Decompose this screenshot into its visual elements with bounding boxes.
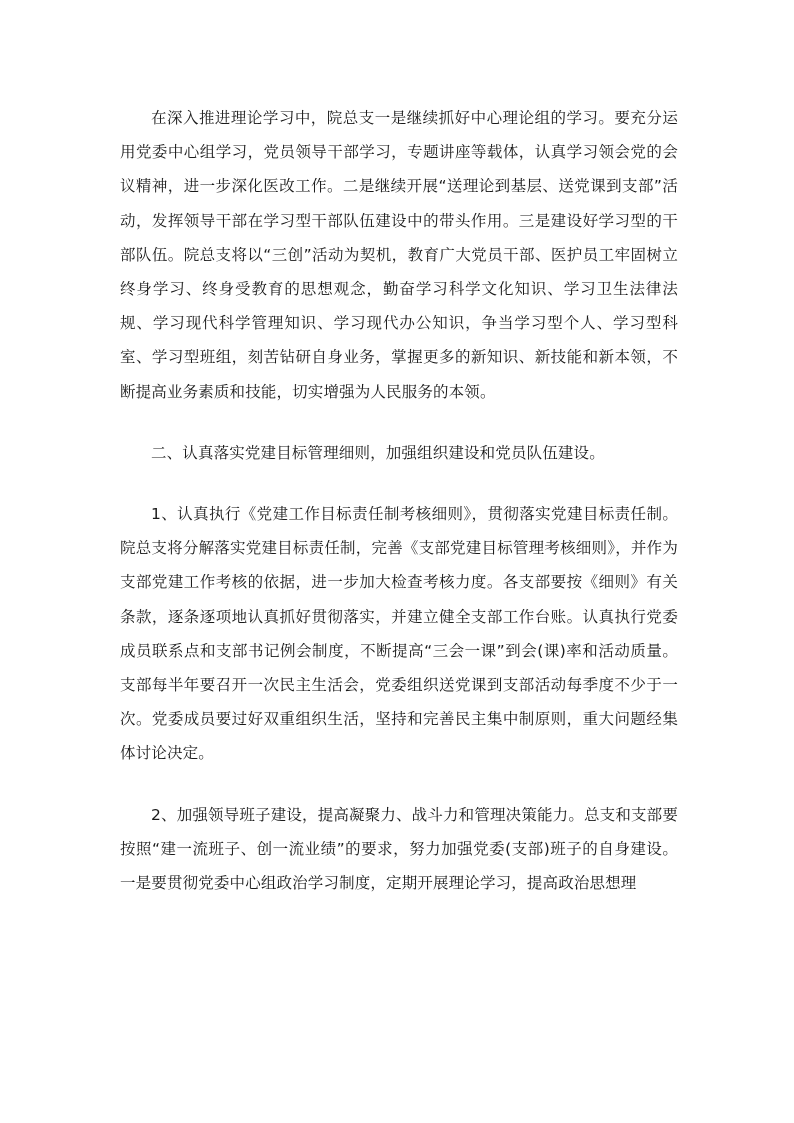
- paragraph-item-2: 2、加强领导班子建设，提高凝聚力、战斗力和管理决策能力。总支和支部要按照“建一流班子、创一流业绩”的要求，努力加强党委(支部)班子的自身建设。一是要贯彻党委中心组政治学习制度，定期开展理论学习，提高政治思想理: [120, 805, 678, 893]
- document-body: [120, 101, 678, 900]
- section-heading-2: 二、认真落实党建目标管理细则，加强组织建设和党员队伍建设。: [151, 443, 605, 462]
- paragraph-item-1: 1、认真执行《党建工作目标责任制考核细则》，贯彻落实党建目标责任制。院总支将分解落实党建目标责任制，完善《支部党建目标管理考核细则》，并作为支部党建工作考核的依据，进一步加大检查考核力度。各支部要按《细则》有关条款，逐条逐项地认真抓好贯彻落实，并建立健全支部工作台账。认真执行党委成员联系点和支部书记例会制度，不断提高“三会一课”到会(课)率和活动质量。支部每半年要召开一次民主生活会，党委组织送党课到支部活动每季度不少于一次。党委成员要过好双重组织生活，坚持和完善民主集中制原则，重大问题经集体讨论决定。: [120, 505, 678, 763]
- paragraph-gap: [120, 409, 678, 436]
- paragraph-gap: [120, 470, 678, 497]
- paragraph-study: 在深入推进理论学习中，院总支一是继续抓好中心理论组的学习。要充分运用党委中心组学习，党员领导干部学习，专题讲座等载体，认真学习领会党的会议精神，进一步深化医改工作。二是继续开展“送理论到基层、送党课到支部”活动，发挥领导干部在学习型干部队伍建设中的带头作用。三是建设好学习型的干部队伍。院总支将以“三创”活动为契机，教育广大党员干部、医护员工牢固树立终身学习、终身受教育的思想观念，勤奋学习科学文化知识、学习卫生法律法规、学习现代科学管理知识、学习现代办公知识，争当学习型个人、学习型科室、学习型班组，刻苦钻研自身业务，掌握更多的新知识、新技能和新本领，不断提高业务素质和技能，切实增强为人民服务的本领。: [120, 109, 678, 401]
- paragraph-gap: [120, 771, 678, 798]
